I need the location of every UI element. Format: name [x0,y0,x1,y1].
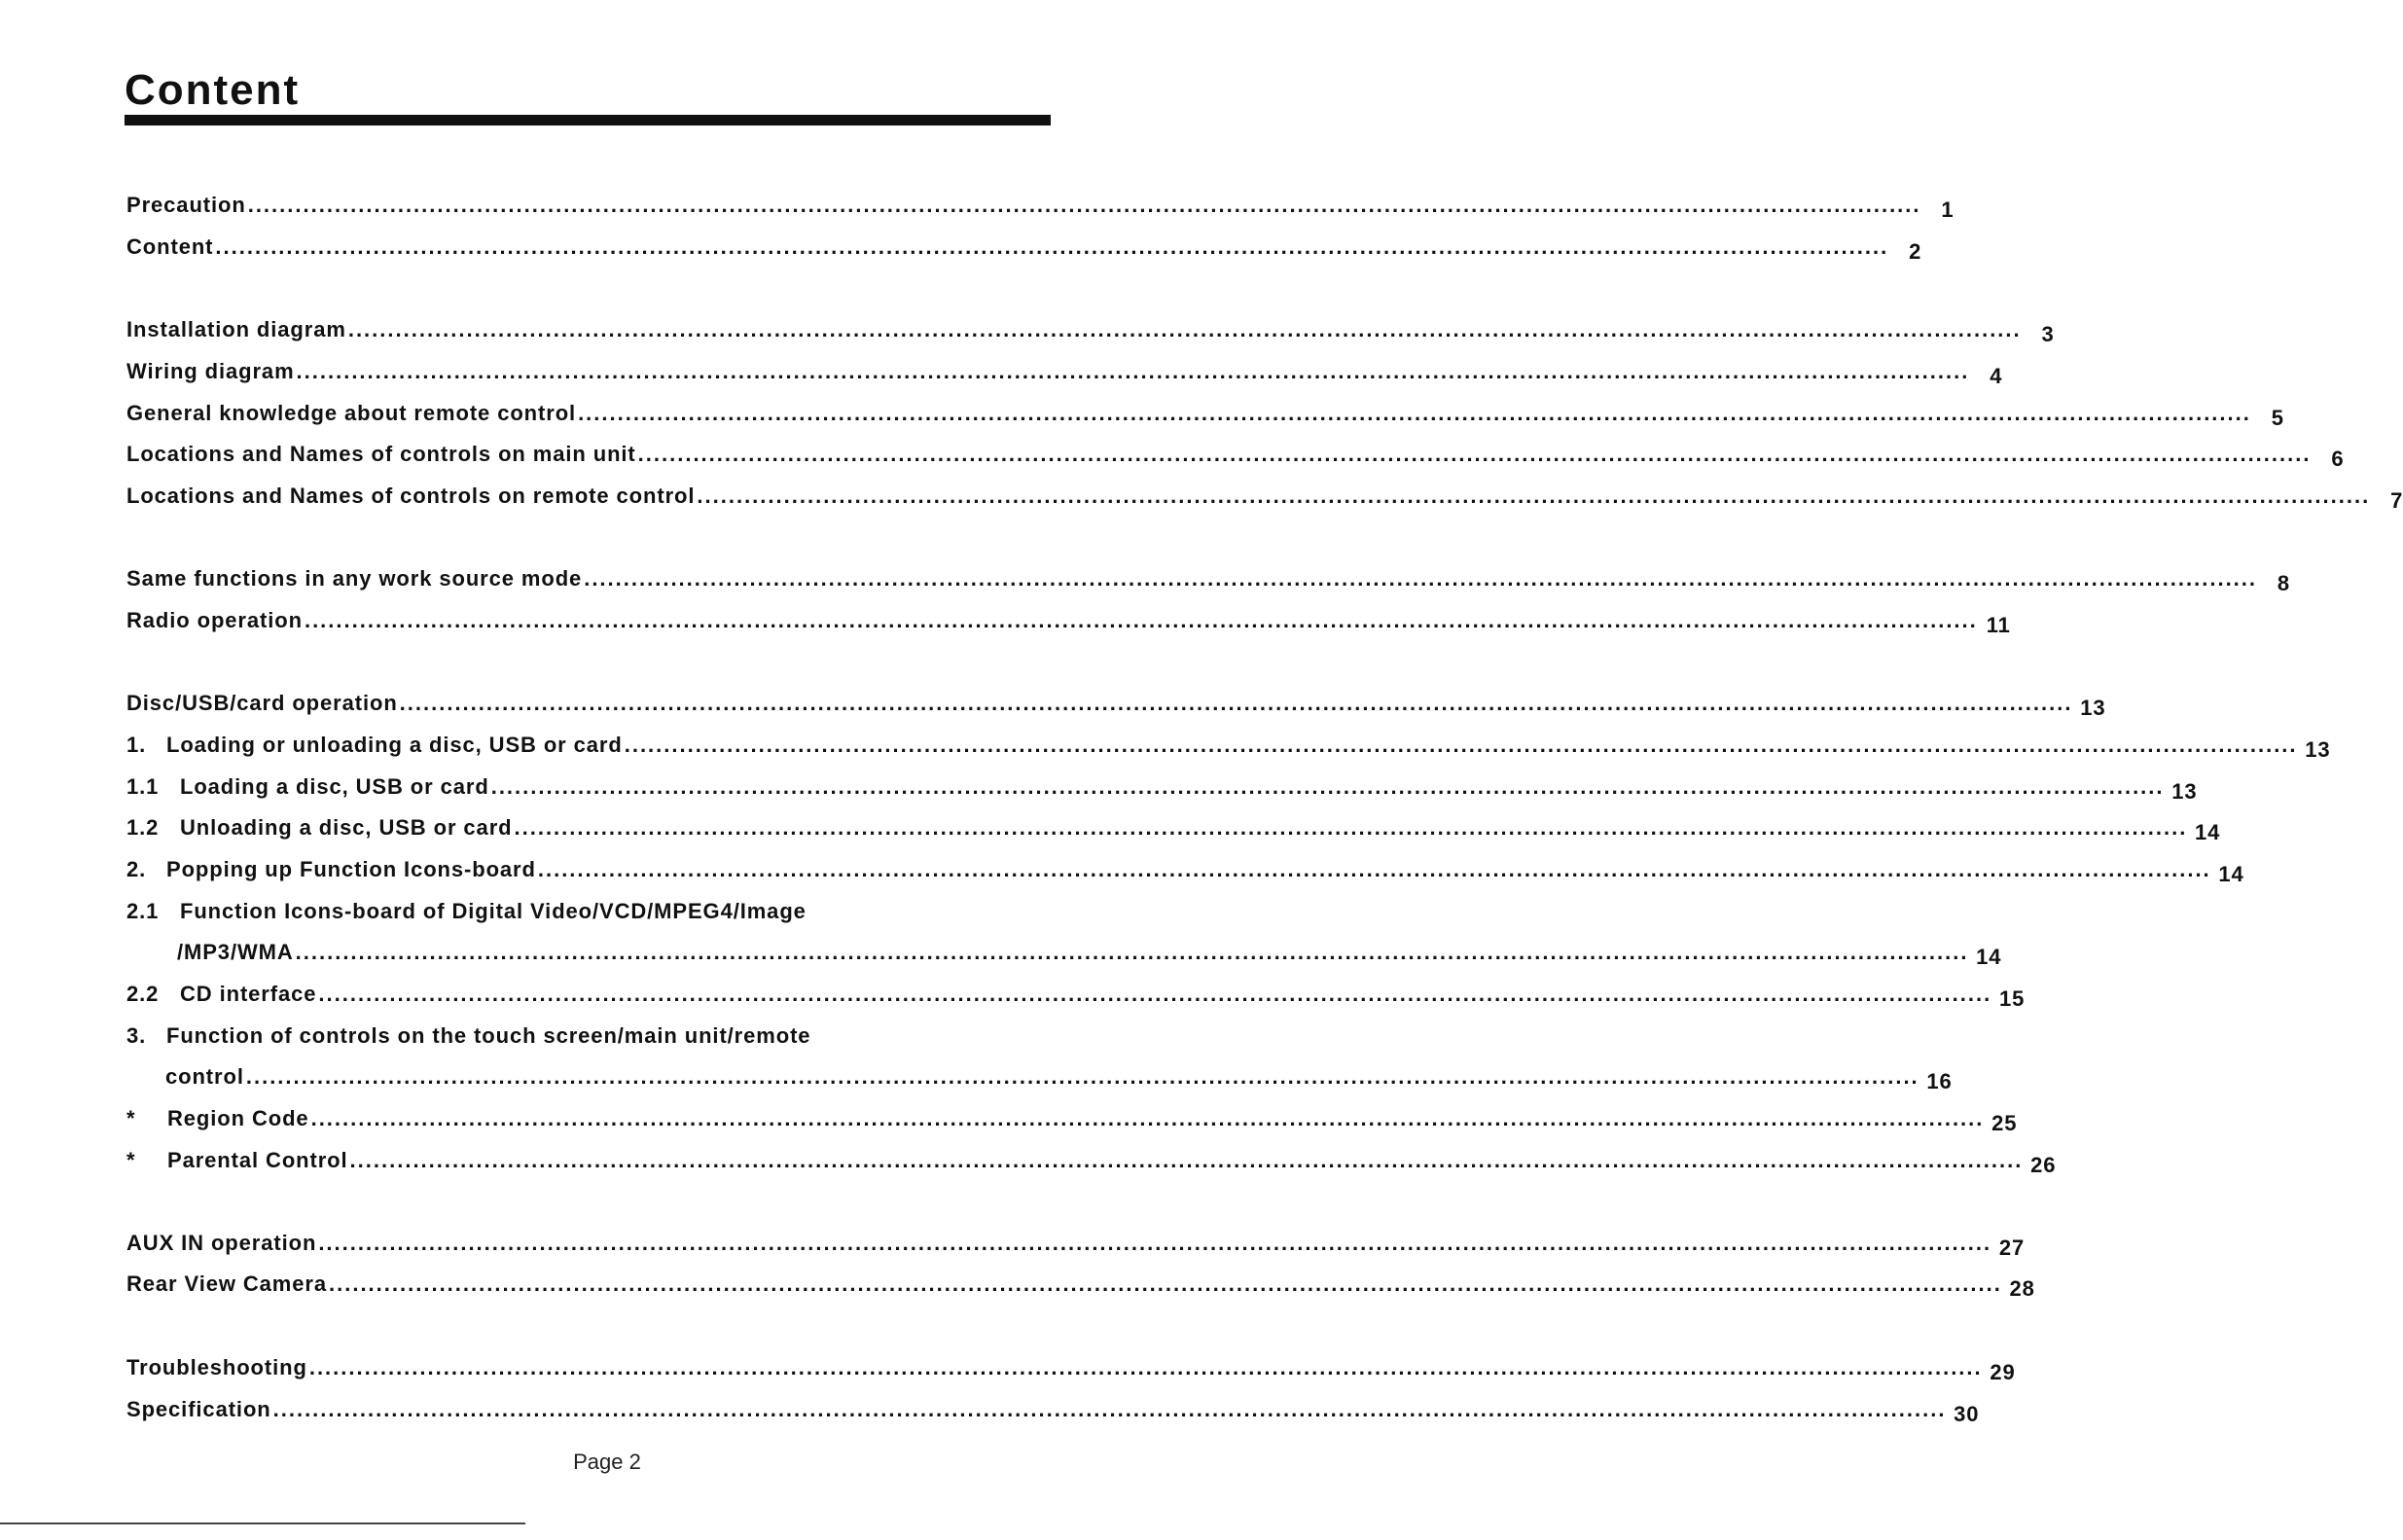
dot-leader [246,1064,1919,1090]
toc-entry-bullet: * [126,1148,136,1172]
dot-leader [515,815,2188,841]
toc-entry-label: CD interface [180,982,317,1006]
toc-entry-aux-in[interactable] [126,1227,2026,1260]
toc-entry-loading[interactable] [126,770,2198,804]
dot-leader [697,483,2370,509]
toc-entry-parental-control[interactable] [126,1144,2057,1177]
toc-entry-label: Parental Control [167,1148,348,1172]
toc-entry-radio[interactable] [126,604,2011,637]
toc-entry-number: 3. [126,1023,147,1048]
toc-entry-remote-knowledge[interactable] [126,397,2284,430]
toc-entry-wiring[interactable] [126,355,2003,388]
toc-entry-number: 2.1 [126,899,160,923]
toc-page-number: 14 [1976,945,2002,969]
toc-page-number: 27 [1998,1236,2026,1260]
toc-entry-label: Wiring diagram [126,359,295,383]
dot-leader [538,857,2211,882]
toc-page-number: 15 [1998,986,2026,1011]
toc-page-number: 1 [1941,197,1955,222]
dot-leader [311,1106,1985,1131]
toc-page-number: 16 [1926,1069,1953,1093]
toc-entry-popping-up[interactable] [126,853,2244,886]
dot-leader [309,1355,1983,1380]
toc-page-number: 13 [2171,779,2198,804]
dot-leader [578,401,2251,426]
toc-entry-label: Loading or unloading a disc, USB or card [166,733,623,757]
dot-leader [400,691,2073,716]
toc-entry-label-continued: control [165,1064,244,1089]
toc-page-number: 30 [1954,1402,1980,1426]
toc-entry-cd-interface[interactable] [126,978,2026,1011]
toc-entry-label: Locations and Names of controls on remote control [126,483,696,508]
toc-entry-icons-board-line2[interactable] [126,936,2002,969]
toc-entry-label: Same functions in any work source mode [126,566,583,591]
toc-page-number: 8 [2277,571,2291,595]
toc-entry-number: 2.2 [126,982,160,1006]
scan-edge-line [0,1522,525,1524]
toc-entry-number: 1.1 [126,774,160,799]
toc-entry-label: Radio operation [126,608,303,632]
toc-page-number: 6 [2331,447,2345,471]
toc-page-number: 26 [2030,1153,2057,1177]
toc-page-number: 13 [2080,696,2106,720]
toc-entry-installation[interactable] [126,313,2055,346]
toc-entry-label: Popping up Function Icons-board [166,857,536,881]
toc-page-number: 14 [2195,820,2221,844]
dot-leader [215,234,1888,260]
dot-leader [329,1271,2002,1297]
toc-entry-region-code[interactable] [126,1102,2018,1135]
dot-leader [491,774,2165,800]
toc-entry-label: Locations and Names of controls on main unit [126,442,636,466]
toc-entry-label: Troubleshooting [126,1355,307,1379]
toc-entry-label: Function of controls on the touch screen/main unit/remote [166,1023,811,1048]
dot-leader [305,608,1978,633]
toc-page-number: 4 [1990,364,2003,388]
toc-page-number: 28 [2009,1276,2035,1301]
toc-entry-specification[interactable] [126,1393,1980,1426]
toc-entry-function-controls-line2[interactable] [126,1060,1953,1093]
toc-page-number: 13 [2305,737,2331,762]
toc-page-number: 11 [1986,613,2011,637]
toc-entry-label: Unloading a disc, USB or card [180,815,513,840]
toc-entry-label: AUX IN operation [126,1231,317,1255]
dot-leader [638,442,2312,467]
page-footer: Page 2 [573,1450,641,1474]
toc-page-number: 29 [1990,1360,2016,1384]
toc-entry-remote-controls[interactable] [126,480,2403,513]
toc-entry-content[interactable] [126,231,1922,264]
toc-page-number: 25 [1991,1111,2018,1135]
toc-page-number: 14 [2218,862,2244,886]
title-underline [125,115,1051,125]
dot-leader [297,359,1970,384]
page-title: Content [125,66,301,114]
toc-entry-label: Loading a disc, USB or card [180,774,489,799]
toc-entry-rear-view-camera[interactable] [126,1268,2035,1301]
toc-entry-label: Precaution [126,193,246,217]
toc-entry-unloading[interactable] [126,811,2221,844]
toc-entry-label: Rear View Camera [126,1271,327,1296]
toc-entry-label-continued: /MP3/WMA [177,940,294,964]
toc-entry-disc-usb-card[interactable] [126,687,2106,720]
toc-entry-label: Content [126,234,214,259]
toc-entry-label: General knowledge about remote control [126,401,577,425]
toc-entry-label: Region Code [167,1106,309,1130]
toc-entry-main-unit-controls[interactable] [126,438,2345,471]
toc-entry-bullet: * [126,1106,136,1130]
toc-entry-label: Function Icons-board of Digital Video/VCD/MPEG4/Image [180,899,807,923]
toc-entry-same-functions[interactable] [126,562,2291,595]
toc-entry-loading-unloading[interactable] [126,729,2331,762]
dot-leader [350,1148,2024,1173]
toc-page-number: 7 [2390,488,2403,513]
toc-entry-precaution[interactable] [126,189,1955,222]
dot-leader [296,940,1969,965]
toc-entry-number: 1. [126,733,147,757]
dot-leader [584,566,2257,591]
toc-entry-troubleshooting[interactable] [126,1351,2016,1384]
toc-page-number: 3 [2041,322,2055,346]
dot-leader [273,1397,1947,1422]
toc-entry-label: Specification [126,1397,271,1421]
dot-leader [318,982,1991,1007]
dot-leader [625,733,2298,758]
toc-page-number: 5 [2271,406,2284,430]
toc-entry-label: Disc/USB/card operation [126,691,398,715]
toc-entry-number: 1.2 [126,815,160,840]
dot-leader [318,1231,1991,1256]
toc-entry-function-controls-line1[interactable] [126,1020,994,1049]
toc-entry-label: Installation diagram [126,317,346,341]
toc-page-number: 2 [1909,239,1922,264]
toc-entry-number: 2. [126,857,147,881]
toc-entry-icons-board-line1[interactable] [126,895,994,924]
dot-leader [248,193,1921,218]
dot-leader [348,317,2022,342]
